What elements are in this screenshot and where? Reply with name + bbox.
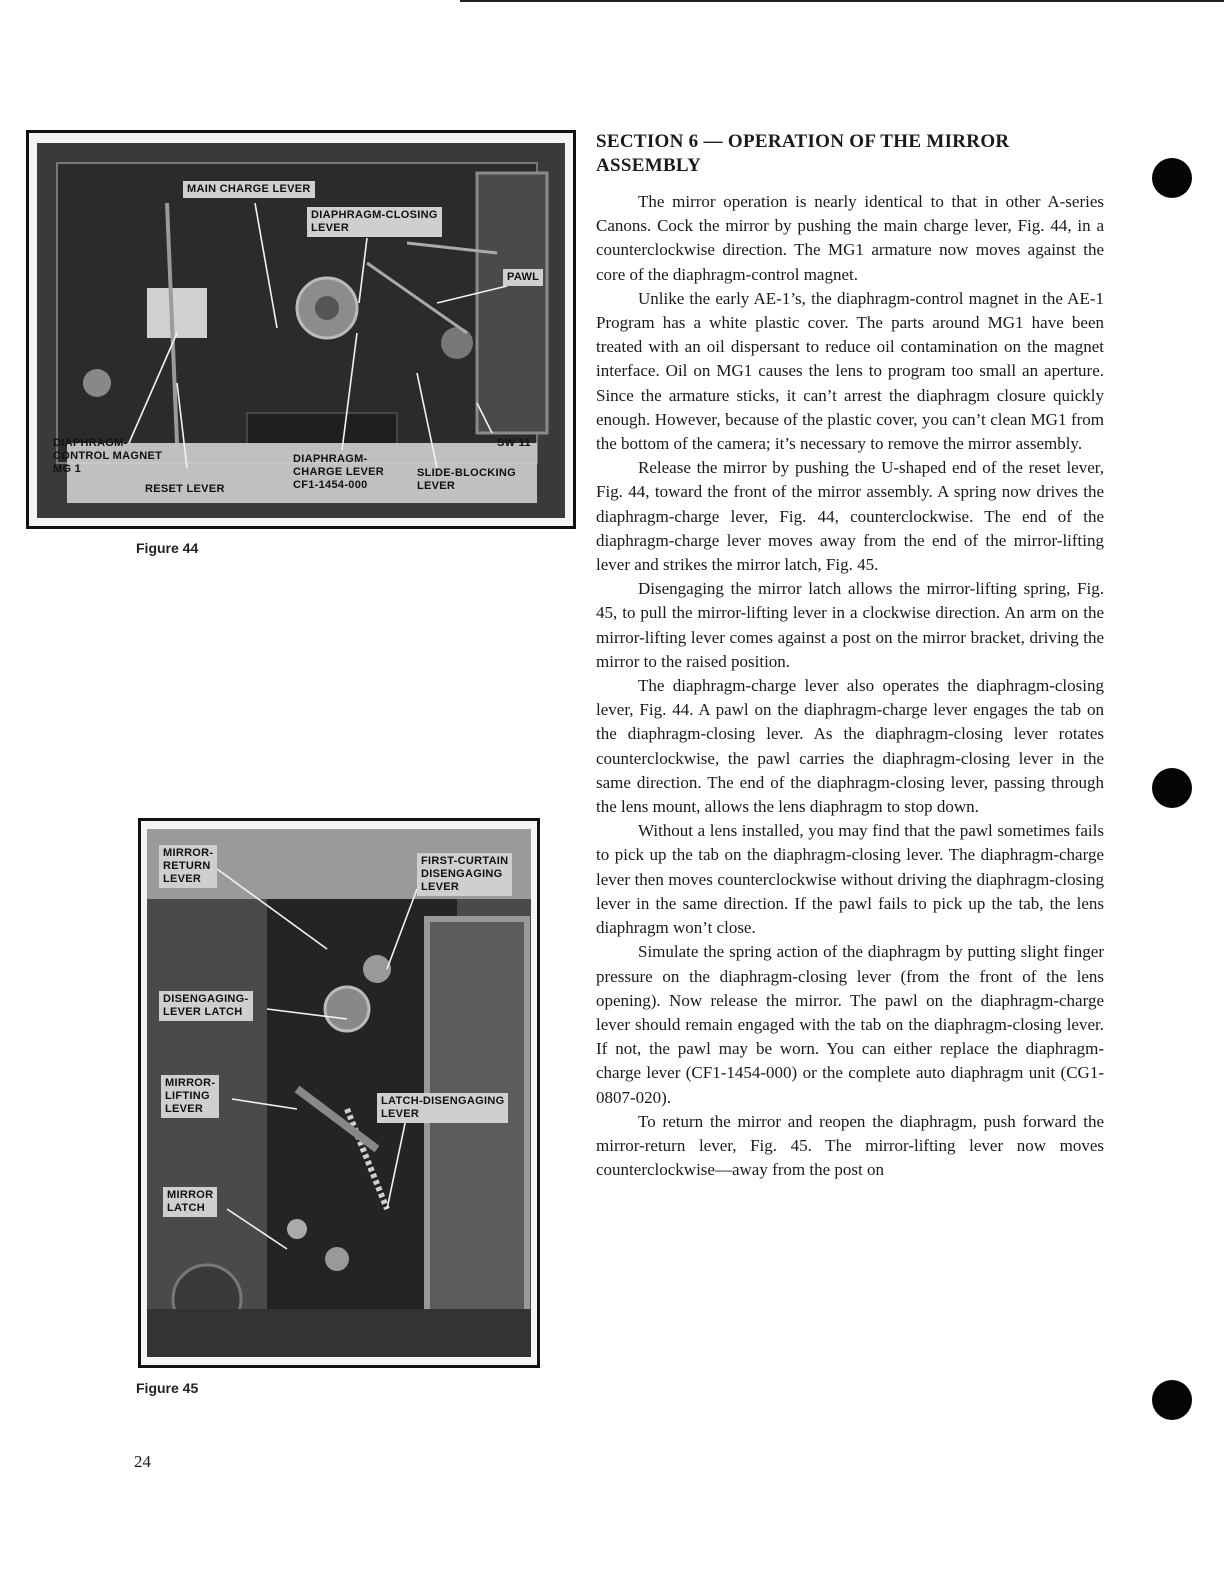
figure-45-photo bbox=[147, 829, 531, 1357]
label-diaphragm-charge-lever: DIAPHRAGM- CHARGE LEVER CF1-1454-000 bbox=[293, 453, 384, 491]
paragraph: Unlike the early AE-1’s, the diaphragm-control magnet in the AE-1 Program has a white plastic cover. The parts around MG1 have been treated with an oil dispersant to reduce oil contamination on the magnet interface. Oil on MG1 causes the lens to program too small an aperture. Since the armature sticks, it can’t arrest the diaphragm closure quickly enough. However, because of the plastic cover, you can’t clean MG1 from the bottom of the camera; it’s necessary to remove the mirror assembly. bbox=[596, 288, 1104, 454]
paragraph: Without a lens installed, you may find that the pawl sometimes fails to pick up the tab on the diaphragm-closing lever. The diaphragm-charge lever then moves counterclockwise without driving the diaphragm-closing lever in the same direction. If the pawl fails to pick up the tab, the lens diaphragm won’t close. bbox=[596, 821, 1104, 938]
label-diaphragm-control-magnet: DIAPHRAGM- CONTROL MAGNET MG 1 bbox=[53, 437, 163, 475]
label-sw11: SW 11 bbox=[497, 437, 531, 449]
label-mirror-lifting-lever: MIRROR- LIFTING LEVER bbox=[161, 1075, 219, 1118]
figure-45-caption: Figure 45 bbox=[136, 1380, 199, 1396]
figure-44-photo bbox=[37, 143, 565, 518]
paragraph: Release the mirror by pushing the U-shaped end of the reset lever, Fig. 44, toward the front of the mirror assembly. A spring now drives the diaphragm-charge lever, Fig. 44, counterclockwise. The end of the diaphragm-charge lever moves away from the end of the mirror-lifting lever and strikes the mirror latch, Fig. 45. bbox=[596, 458, 1104, 575]
label-latch-disengaging-lever: LATCH-DISENGAGING LEVER bbox=[377, 1093, 508, 1123]
punch-hole-bottom bbox=[1152, 1380, 1192, 1420]
punch-hole-middle bbox=[1152, 768, 1192, 808]
top-rule bbox=[460, 0, 1224, 2]
section-title: SECTION 6 — OPERATION OF THE MIRROR ASSEMBLY bbox=[596, 131, 1010, 176]
label-diaphragm-closing-lever: DIAPHRAGM-CLOSING LEVER bbox=[307, 207, 442, 237]
figure-45 bbox=[138, 818, 540, 1368]
paragraph: The mirror operation is nearly identical to that in other A-series Canons. Cock the mirror by pushing the main charge lever, Fig. 44, in a counterclockwise direction. The MG1 armature now moves against the core of the diaphragm-control magnet. bbox=[596, 192, 1104, 284]
paragraph: To return the mirror and reopen the diaphragm, push forward the mirror-return lever, Fig. 45. The mirror-lifting lever now moves counterclockwise—away from the post on bbox=[596, 1111, 1104, 1180]
paragraph: Disengaging the mirror latch allows the mirror-lifting spring, Fig. 45, to pull the mirror-lifting lever in a clockwise direction. An arm on the mirror-lifting lever comes against a post on the mirror bracket, driving the mirror to the raised position. bbox=[596, 579, 1104, 671]
paragraph: The diaphragm-charge lever also operates the diaphragm-closing lever, Fig. 44. A pawl on the diaphragm-charge lever engages the tab on the diaphragm-closing lever. As the diaphragm-closing lever rotates counterclockwise, the pawl carries the diaphragm-closing lever in the same direction. The end of the diaphragm-closing lever, passing through the lens mount, allows the lens diaphragm to stop down. bbox=[596, 676, 1104, 817]
label-mirror-latch: MIRROR LATCH bbox=[163, 1187, 217, 1217]
label-slide-blocking-lever: SLIDE-BLOCKING LEVER bbox=[417, 467, 516, 492]
label-first-curtain-disengaging-lever: FIRST-CURTAIN DISENGAGING LEVER bbox=[417, 853, 512, 896]
label-main-charge-lever: MAIN CHARGE LEVER bbox=[183, 181, 315, 198]
label-mirror-return-lever: MIRROR- RETURN LEVER bbox=[159, 845, 217, 888]
text-column bbox=[596, 130, 1104, 1182]
label-pawl: PAWL bbox=[503, 269, 543, 286]
label-reset-lever: RESET LEVER bbox=[145, 483, 225, 495]
label-disengaging-lever-latch: DISENGAGING- LEVER LATCH bbox=[159, 991, 253, 1021]
paragraph: Simulate the spring action of the diaphragm by putting slight finger pressure on the diaphragm-closing lever (from the front of the lens opening). Now release the mirror. The pawl on the diaphragm-charge lever should remain engaged with the tab on the diaphragm-closing lever. If not, the pawl may be worn. You can either replace the diaphragm-charge lever (CF1-1454-000) or the complete auto diaphragm unit (CG1-0807-020). bbox=[596, 942, 1104, 1107]
figure-44 bbox=[26, 130, 576, 529]
punch-hole-top bbox=[1152, 158, 1192, 198]
page-number: 24 bbox=[134, 1452, 151, 1471]
figure-44-caption: Figure 44 bbox=[136, 540, 199, 556]
